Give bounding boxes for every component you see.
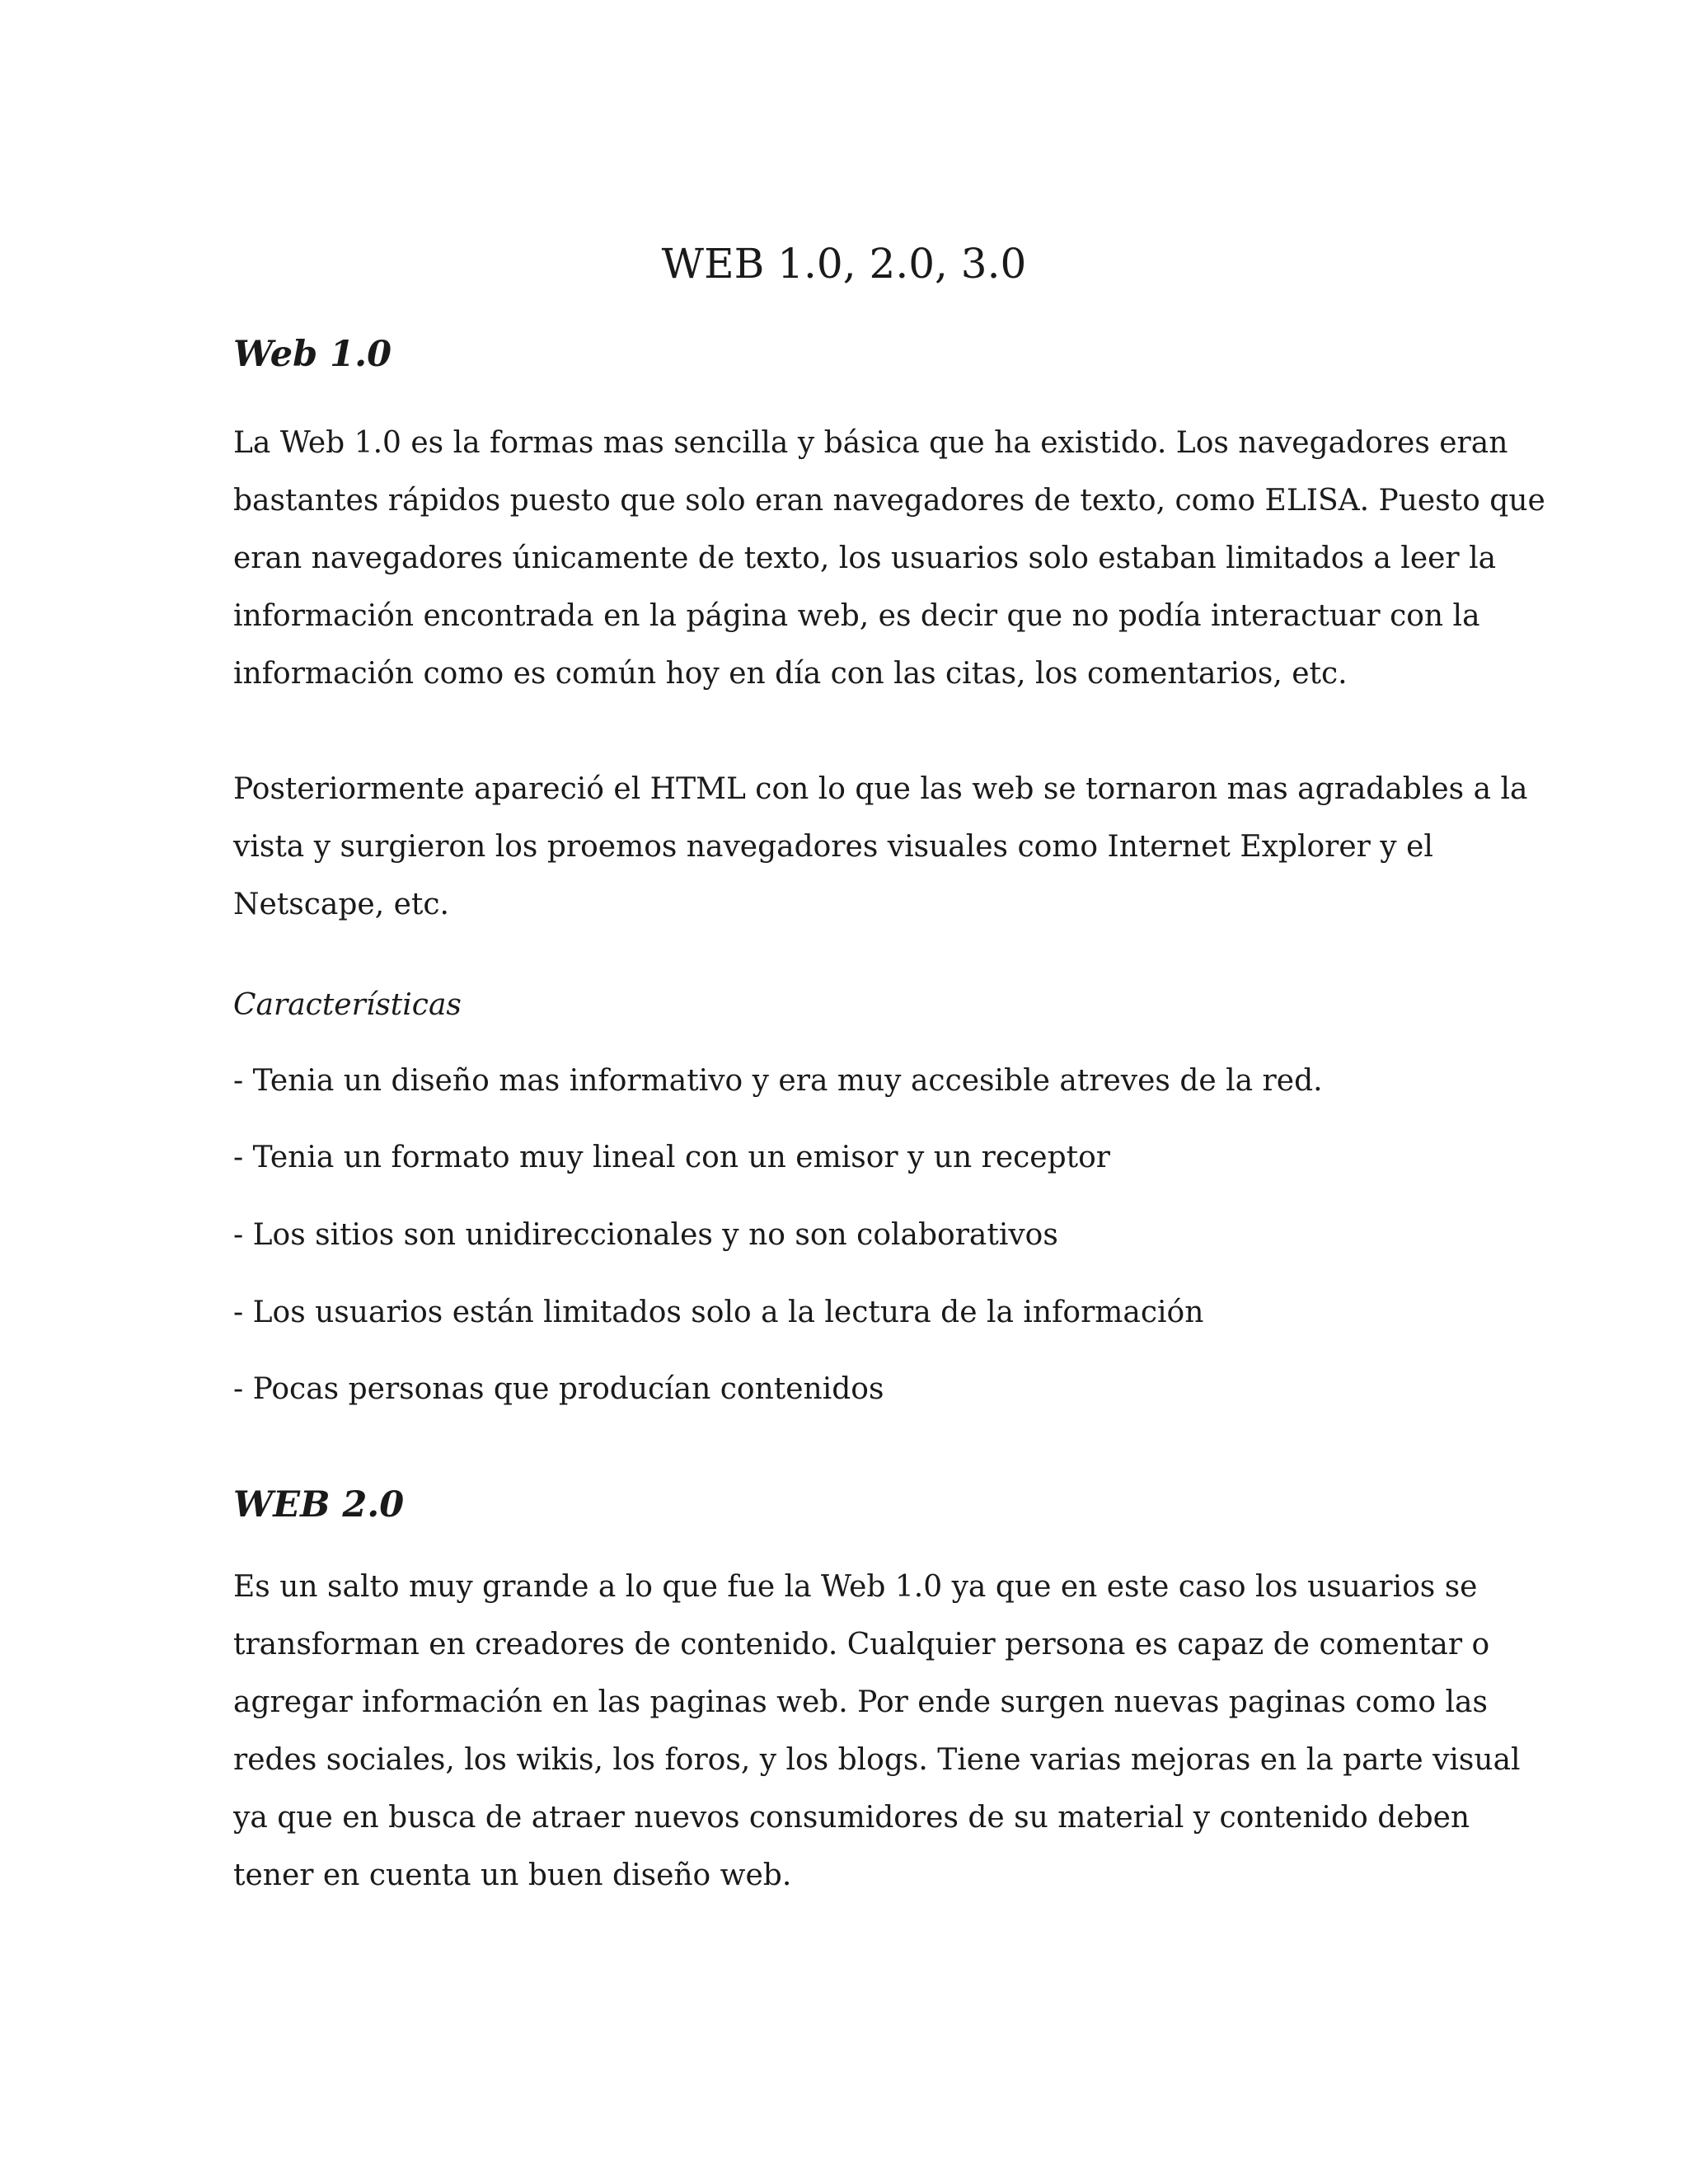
paragraph-line: eran navegadores únicamente de texto, los usuarios solo estaban limitados a leer la [233, 541, 1497, 575]
section-heading-web-1: Web 1.0 [233, 334, 392, 375]
list-item: - Tenia un diseño mas informativo y era muy accesible atreves de la red. [233, 1064, 1323, 1098]
paragraph-web-1-html [233, 761, 1528, 934]
paragraph-line: Es un salto muy grande a lo que fue la Web 1.0 ya que en este caso los usuarios se [233, 1570, 1478, 1604]
paragraph-line: tener en cuenta un buen diseño web. [233, 1858, 792, 1892]
paragraph-line: transforman en creadores de contenido. Cualquier persona es capaz de comentar o [233, 1628, 1490, 1661]
paragraph-line: redes sociales, los wikis, los foros, y los blogs. Tiene varias mejoras en la parte visual [233, 1743, 1521, 1777]
list-item: - Los sitios son unidireccionales y no son colaborativos [233, 1218, 1058, 1252]
paragraph-line: información encontrada en la página web, es decir que no podía interactuar con la [233, 599, 1480, 633]
paragraph-line: bastantes rápidos puesto que solo eran navegadores de texto, como ELISA. Puesto que [233, 484, 1545, 518]
paragraph-line: La Web 1.0 es la formas mas sencilla y básica que ha existido. Los navegadores eran [233, 426, 1508, 460]
document-title: WEB 1.0, 2.0, 3.0 [661, 240, 1027, 288]
subheading-caracteristicas: Características [233, 988, 462, 1022]
paragraph-web-1-intro [233, 415, 1545, 703]
list-item: - Los usuarios están limitados solo a la lectura de la información [233, 1296, 1204, 1329]
paragraph-line: agregar información en las paginas web. Por ende surgen nuevas paginas como las [233, 1685, 1488, 1719]
paragraph-line: ya que en busca de atraer nuevos consumidores de su material y contenido deben [233, 1801, 1470, 1835]
list-item: - Tenia un formato muy lineal con un emisor y un receptor [233, 1141, 1110, 1174]
list-item: - Pocas personas que producían contenidos [233, 1372, 884, 1406]
section-heading-web-2: WEB 2.0 [233, 1484, 405, 1526]
paragraph-web-2-intro [233, 1558, 1521, 1905]
paragraph-line: Posteriormente apareció el HTML con lo que las web se tornaron mas agradables a la [233, 772, 1528, 806]
paragraph-line: información como es común hoy en día con las citas, los comentarios, etc. [233, 657, 1348, 691]
paragraph-line: Netscape, etc. [233, 888, 449, 921]
paragraph-line: vista y surgieron los proemos navegadores visuales como Internet Explorer y el [233, 830, 1433, 864]
